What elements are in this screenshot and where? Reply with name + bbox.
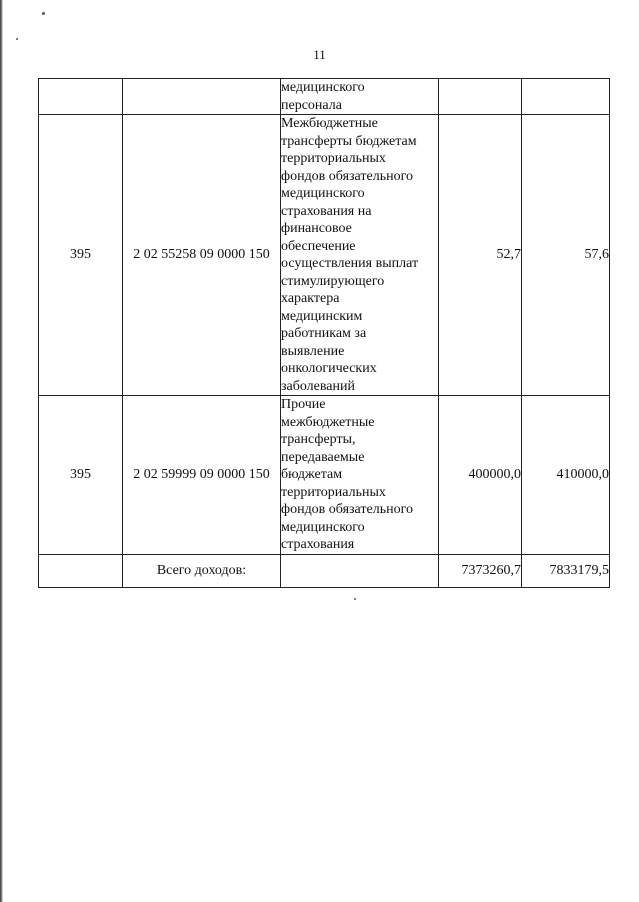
description-line: медицинского	[281, 80, 365, 95]
description-line: страхования на	[281, 203, 372, 219]
cell-value-2	[522, 79, 610, 115]
description-line: фондов обязательного	[281, 502, 413, 517]
description-line: онкологических	[281, 361, 377, 376]
description-line: страхования	[281, 537, 355, 552]
description-line: передаваемые	[281, 449, 365, 465]
description-line: территориальных	[281, 484, 386, 500]
cell-admin-code: 395	[39, 115, 123, 396]
cell-admin-code	[39, 554, 123, 587]
description-line: Межбюджетные	[281, 116, 378, 131]
description-line: трансферты бюджетам	[281, 133, 417, 149]
description-line: характера	[281, 291, 340, 306]
description-line: трансферты,	[281, 432, 356, 447]
description-line: медицинского	[281, 186, 365, 201]
cell-admin-code	[39, 79, 123, 115]
cell-value-2: 57,6	[522, 115, 610, 396]
description-line: персонала	[281, 97, 342, 113]
scan-speck	[16, 38, 18, 40]
description-line: территориальных	[281, 151, 386, 166]
cell-value-1: 52,7	[439, 115, 522, 396]
table-row-total	[39, 554, 610, 587]
description-line: стимулирующего	[281, 273, 385, 289]
table-row-continuation	[39, 79, 610, 115]
description-line: медицинским	[281, 308, 363, 324]
scan-speck	[354, 598, 356, 600]
cell-admin-code: 395	[39, 396, 123, 555]
description-line: медицинского	[281, 519, 365, 535]
scan-left-edge	[0, 0, 3, 902]
scan-speck	[42, 12, 45, 15]
table-row	[39, 115, 610, 396]
description-line: финансовое	[281, 221, 352, 236]
cell-value-1	[439, 79, 522, 115]
cell-kbk: 2 02 59999 09 0000 150	[123, 396, 281, 555]
description-line: осуществления выплат	[281, 256, 419, 271]
description-line: бюджетам	[281, 467, 343, 482]
page-number: 11	[313, 47, 326, 62]
cell-value-2: 410000,0	[522, 396, 610, 555]
cell-kbk: 2 02 55258 09 0000 150	[123, 115, 281, 396]
description-line: обеспечение	[281, 238, 356, 254]
total-value-2: 7833179,5	[522, 554, 610, 587]
description-line: заболеваний	[281, 378, 355, 394]
description-line: выявление	[281, 343, 345, 359]
description-line: межбюджетные	[281, 414, 375, 430]
description-line: работникам за	[281, 326, 367, 341]
revenue-table	[38, 78, 610, 588]
cell-description	[281, 554, 439, 587]
cell-description	[281, 115, 439, 396]
description-line: Прочие	[281, 397, 326, 412]
cell-kbk	[123, 79, 281, 115]
total-label: Всего доходов:	[123, 554, 281, 587]
total-value-1: 7373260,7	[439, 554, 522, 587]
description-line: фондов обязательного	[281, 168, 413, 184]
cell-description	[281, 79, 439, 115]
cell-value-1: 400000,0	[439, 396, 522, 555]
cell-description	[281, 396, 439, 555]
table-row	[39, 396, 610, 555]
